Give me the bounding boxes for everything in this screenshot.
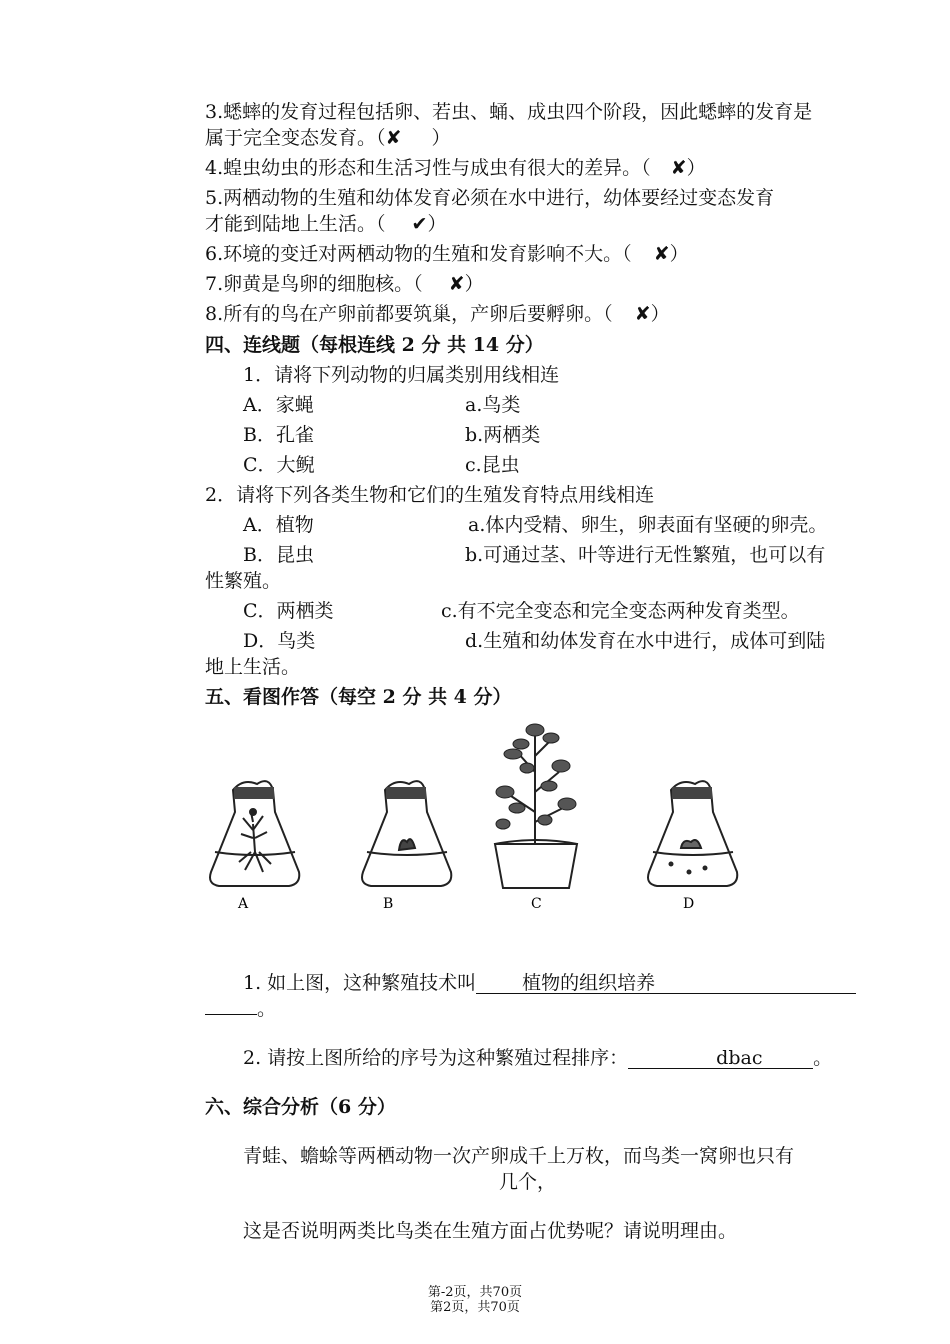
s4q1-right-b: b.两栖类 xyxy=(465,424,541,446)
q6-line: 6.环境的变迁对两栖动物的生殖和发育影响不大。（ ✘） xyxy=(205,243,689,265)
cross-mark-icon: ✘ xyxy=(670,157,687,179)
figure-label-d: D xyxy=(683,896,695,912)
s4q1-prompt: 1．请将下列动物的归属类别用线相连 xyxy=(243,364,560,386)
s4q2-left-a: A．植物 xyxy=(243,514,314,536)
potted-plant-c-illustration xyxy=(495,724,577,888)
s4q1-left-c: C．大鲵 xyxy=(243,454,315,476)
q5-line1: 5.两栖动物的生殖和幼体发育必须在水中进行，幼体要经过变态发育 xyxy=(205,187,775,209)
section5-title: 五、看图作答（每空 2 分 共 4 分） xyxy=(205,686,512,708)
s4q1-left-a: A．家蝇 xyxy=(243,394,314,416)
cross-mark-icon: ✘ xyxy=(634,303,651,325)
q5-line2: 才能到陆地上生活。（ ✔） xyxy=(205,213,447,235)
check-mark-icon: ✔ xyxy=(411,213,428,235)
s4q2-left-d: D．鸟类 xyxy=(243,630,316,652)
cross-mark-icon: ✘ xyxy=(448,273,465,295)
tissue-culture-figure xyxy=(205,712,750,917)
s4q2-b-cont: 性繁殖。 xyxy=(205,570,282,592)
q3-line1: 3.蟋蟀的发育过程包括卵、若虫、蛹、成虫四个阶段，因此蟋蟀的发育是 xyxy=(205,101,813,123)
cross-mark-icon: ✘ xyxy=(653,243,670,265)
q8-line: 8.所有的鸟在产卵前都要筑巢，产卵后要孵卵。（ ✘） xyxy=(205,303,670,325)
s4q2-right-d: d.生殖和幼体发育在水中进行，成体可到陆 xyxy=(465,630,826,652)
s6-p1-line2: 几个， xyxy=(498,1171,556,1193)
cross-mark-icon: ✘ xyxy=(385,127,402,149)
figure-label-a: A xyxy=(238,896,249,912)
s4q2-left-b: B．昆虫 xyxy=(243,544,314,566)
s6-p1-line1: 青蛙、蟾蜍等两栖动物一次产卵成千上万枚，而鸟类一窝卵也只有 xyxy=(243,1145,795,1167)
s4q2-d-cont: 地上生活。 xyxy=(205,656,301,678)
s5q2-line: 2. 请按上图所给的序号为这种繁殖过程排序： dbac 。 xyxy=(243,1047,833,1069)
figure-label-b: B xyxy=(383,896,394,912)
s5q2-answer: dbac xyxy=(628,1048,813,1069)
flask-d-illustration xyxy=(648,781,737,886)
flask-b-illustration xyxy=(362,781,451,886)
s5q1-line: 1. 如上图，这种繁殖技术叫 植物的组织培养 xyxy=(243,970,856,996)
s4q2-right-c: c.有不完全变态和完全变态两种发育类型。 xyxy=(441,600,800,622)
s4q1-right-c: c.昆虫 xyxy=(465,454,520,476)
s4q1-right-a: a.鸟类 xyxy=(465,394,521,416)
s5q1-answer: 植物的组织培养 xyxy=(476,973,856,994)
flask-a-illustration xyxy=(210,781,299,886)
section6-title: 六、综合分析（6 分） xyxy=(205,1096,396,1118)
s4q2-right-a: a.体内受精、卵生，卵表面有坚硬的卵壳。 xyxy=(468,514,828,536)
s5q1-line2: 。 xyxy=(205,996,276,1022)
section4-title: 四、连线题（每根连线 2 分 共 14 分） xyxy=(205,334,544,356)
s4q2-right-b: b.可通过茎、叶等进行无性繁殖，也可以有 xyxy=(465,544,826,566)
s4q2-prompt: 2．请将下列各类生物和它们的生殖发育特点用线相连 xyxy=(205,484,655,506)
s6-p2: 这是否说明两类比鸟类在生殖方面占优势呢？请说明理由。 xyxy=(243,1220,738,1242)
page-footer-line1: 第-2页，共70页 xyxy=(427,1285,523,1300)
q3-line2: 属于完全变态发育。（✘ ） xyxy=(205,127,451,149)
s4q2-left-c: C．两栖类 xyxy=(243,600,334,622)
q4-line: 4.蝗虫幼虫的形态和生活习性与成虫有很大的差异。（ ✘） xyxy=(205,157,706,179)
figure-label-c: C xyxy=(531,896,542,912)
page-footer-line2: 第2页，共70页 xyxy=(430,1300,520,1315)
s4q1-left-b: B．孔雀 xyxy=(243,424,314,446)
q7-line: 7.卵黄是鸟卵的细胞核。（ ✘） xyxy=(205,273,484,295)
